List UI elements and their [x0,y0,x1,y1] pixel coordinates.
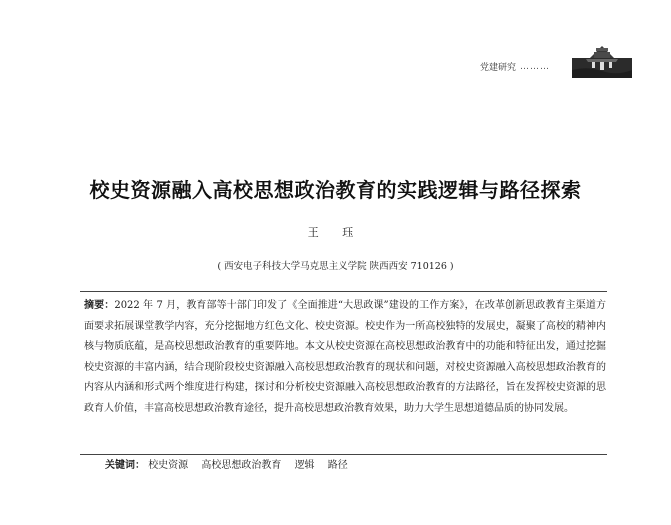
abstract-paragraph [84,296,606,419]
journal-logo-icon [572,38,632,78]
keyword-item: 路径 [327,460,348,471]
header-dots: ……… [520,61,551,72]
keyword-item: 校史资源 [148,460,189,471]
keywords-line [105,456,358,471]
author-affiliation: ( 西安电子科技大学马克思主义学院 陕西西安 710126 ) [217,261,454,272]
keyword-item: 逻辑 [294,460,315,471]
abstract-label: 摘要： [84,300,115,311]
keywords-label: 关键词： [105,460,145,471]
keyword-item: 高校思想政治教育 [201,460,282,471]
running-header [480,60,550,73]
article-title: 校史资源融入高校思想政治教育的实践逻辑与路径探索 [89,178,582,202]
abstract-text: 2022 年 7 月，教育部等十部门印发了《全面推进“大思政课”建设的工作方案》，在改革创新思政教育主渠道方面要求拓展课堂教学内容，充分挖掘地方红色文化、校史资源。校史作为一所高校独特的发展史，凝聚了高校的精神内核与物质底蕴，是高校思想政治教育的重要阵地。本文从校史资源在高校思想政治教育中的功能和特征出发，通过挖掘校史资源的丰富内涵，结合现阶段校史资源融入高校思想政治教育的现状和问题，对校史资源融入高校思想政治教育的内容从内涵和形式两个维度进行构建，探讨和分析校史资源融入高校思想政治教育的方法路径，旨在发挥校史资源的思政育人价值，丰富高校思想政治教育途径，提升高校思想政治教育效果，助力大学生思想道德品质的协同发展。 [84,300,607,414]
author-name: 王 珏 [307,226,364,239]
section-label: 党建研究 [480,63,517,73]
